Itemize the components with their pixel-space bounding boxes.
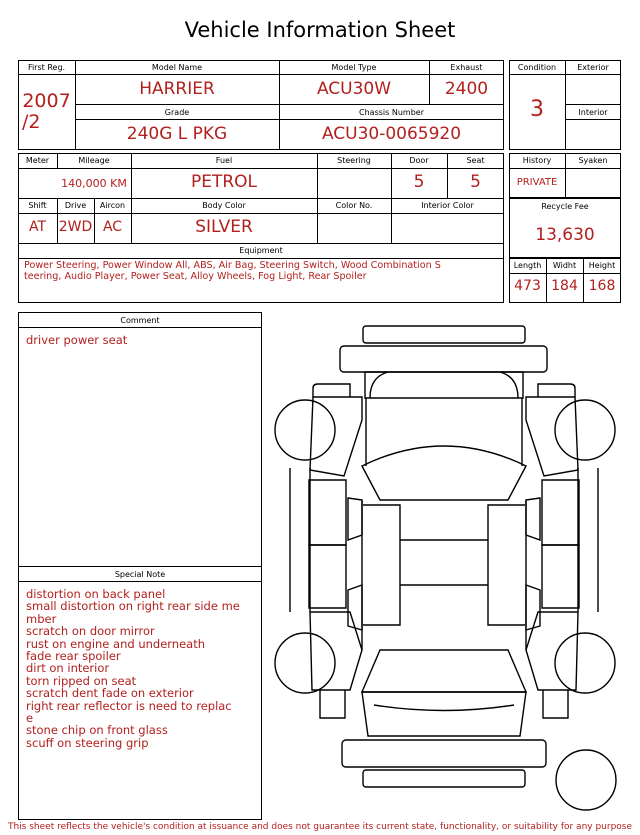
rear-bumper	[342, 740, 546, 787]
special-note-line: stone chip on front glass	[26, 723, 168, 738]
aircon-value: AC	[102, 219, 123, 235]
rear-wheels	[275, 633, 615, 693]
front-wheels	[275, 400, 615, 460]
spare-wheel	[556, 750, 616, 810]
color-no-label: Color No.	[335, 201, 373, 210]
recycle-fee-label: Recycle Fee	[541, 202, 589, 211]
model-name-value: HARRIER	[139, 79, 215, 99]
exhaust-label: Exhaust	[450, 63, 483, 72]
condition-value: 3	[530, 97, 544, 122]
height-value: 168	[588, 278, 616, 294]
history-label: History	[522, 156, 552, 165]
condition-label: Condition	[517, 63, 557, 72]
special-note-line: right rear reflector is need to replac	[26, 698, 232, 713]
steering-label: Steering	[337, 156, 371, 165]
model-name-label: Model Name	[151, 63, 203, 72]
comment-list	[26, 334, 127, 346]
door-label: Door	[409, 156, 429, 165]
width-label: Widht	[552, 261, 577, 270]
special-note-line: scratch dent fade on exterior	[26, 686, 194, 701]
grade-label: Grade	[164, 108, 190, 117]
equipment-list	[24, 261, 441, 282]
page-title: Vehicle Information Sheet	[184, 18, 456, 42]
grade-value: 240G L PKG	[126, 124, 228, 144]
comment-label: Comment	[120, 316, 160, 325]
hood	[365, 372, 523, 398]
interior-color-label: Interior Color	[421, 201, 474, 210]
chassis-label: Chassis Number	[359, 108, 424, 117]
special-note-line: dirt on interior	[26, 661, 110, 676]
shift-value: AT	[28, 219, 47, 235]
special-note-line: rust on engine and underneath	[26, 636, 206, 651]
height-label: Height	[588, 261, 616, 270]
door-value: 5	[413, 172, 425, 192]
body-color-value: SILVER	[195, 217, 253, 237]
special-note-line: distortion on back panel	[26, 587, 166, 601]
rear-window	[362, 650, 526, 692]
comment-line: driver power seat	[26, 333, 128, 347]
first-reg-year: 2007	[22, 90, 71, 112]
front-bumper	[340, 326, 547, 372]
shift-label: Shift	[28, 201, 47, 210]
meter-label: Meter	[25, 156, 50, 165]
body-color-label: Body Color	[202, 201, 246, 210]
mileage-value: 140,000 KM	[61, 177, 127, 190]
equipment-label: Equipment	[239, 246, 283, 255]
first-reg-month: /2	[22, 111, 41, 133]
length-value: 473	[514, 278, 541, 294]
roof	[348, 498, 540, 650]
special-note-line: fade rear spoiler	[26, 649, 121, 664]
special-note-label: Special Note	[114, 570, 166, 579]
model-type-value: ACU30W	[316, 79, 392, 99]
width-value: 184	[551, 278, 578, 294]
windshield	[362, 398, 526, 500]
first-reg-label: First Reg.	[27, 63, 66, 72]
drive-value: 2WD	[58, 219, 93, 235]
model-type-label: Model Type	[331, 63, 377, 72]
interior-label: Interior	[578, 108, 608, 117]
drive-label: Drive	[64, 201, 87, 210]
syaken-label: Syaken	[578, 156, 608, 165]
chassis-value: ACU30-0065920	[321, 124, 462, 144]
exterior-label: Exterior	[577, 63, 609, 72]
special-note-line: small distortion on right rear side me	[26, 599, 240, 614]
fuel-label: Fuel	[215, 156, 233, 165]
special-note-line: torn ripped on seat	[26, 673, 137, 688]
special-note-line: scuff on steering grip	[26, 735, 149, 750]
equipment-line: teering, Audio Player, Power Seat, Alloy Wheels, Fog Light, Rear Spoiler	[24, 270, 367, 282]
mileage-label: Mileage	[78, 156, 110, 165]
history-value: PRIVATE	[516, 177, 558, 188]
rear-fenders	[310, 612, 578, 718]
seat-value: 5	[470, 172, 481, 192]
special-note-line: mber	[26, 611, 57, 626]
exhaust-value: 2400	[444, 79, 489, 99]
car-damage-diagram	[268, 322, 624, 814]
disclaimer-footer: This sheet reflects the vehicle's condition at issuance and does not guarantee its current state, functionality, or suitability for any purpose	[7, 822, 633, 832]
length-label: Length	[513, 261, 542, 270]
equipment-line: Power Steering, Power Window All, ABS, Air Bag, Steering Switch, Wood Combination S	[24, 260, 441, 271]
special-note-line: scratch on door mirror	[26, 624, 155, 639]
trunk	[362, 692, 526, 736]
special-note-line: e	[26, 711, 34, 726]
seat-label: Seat	[466, 156, 485, 165]
special-note-list	[26, 588, 240, 749]
aircon-label: Aircon	[99, 201, 126, 210]
recycle-fee-value: 13,630	[535, 225, 595, 245]
fuel-value: PETROL	[190, 172, 258, 192]
